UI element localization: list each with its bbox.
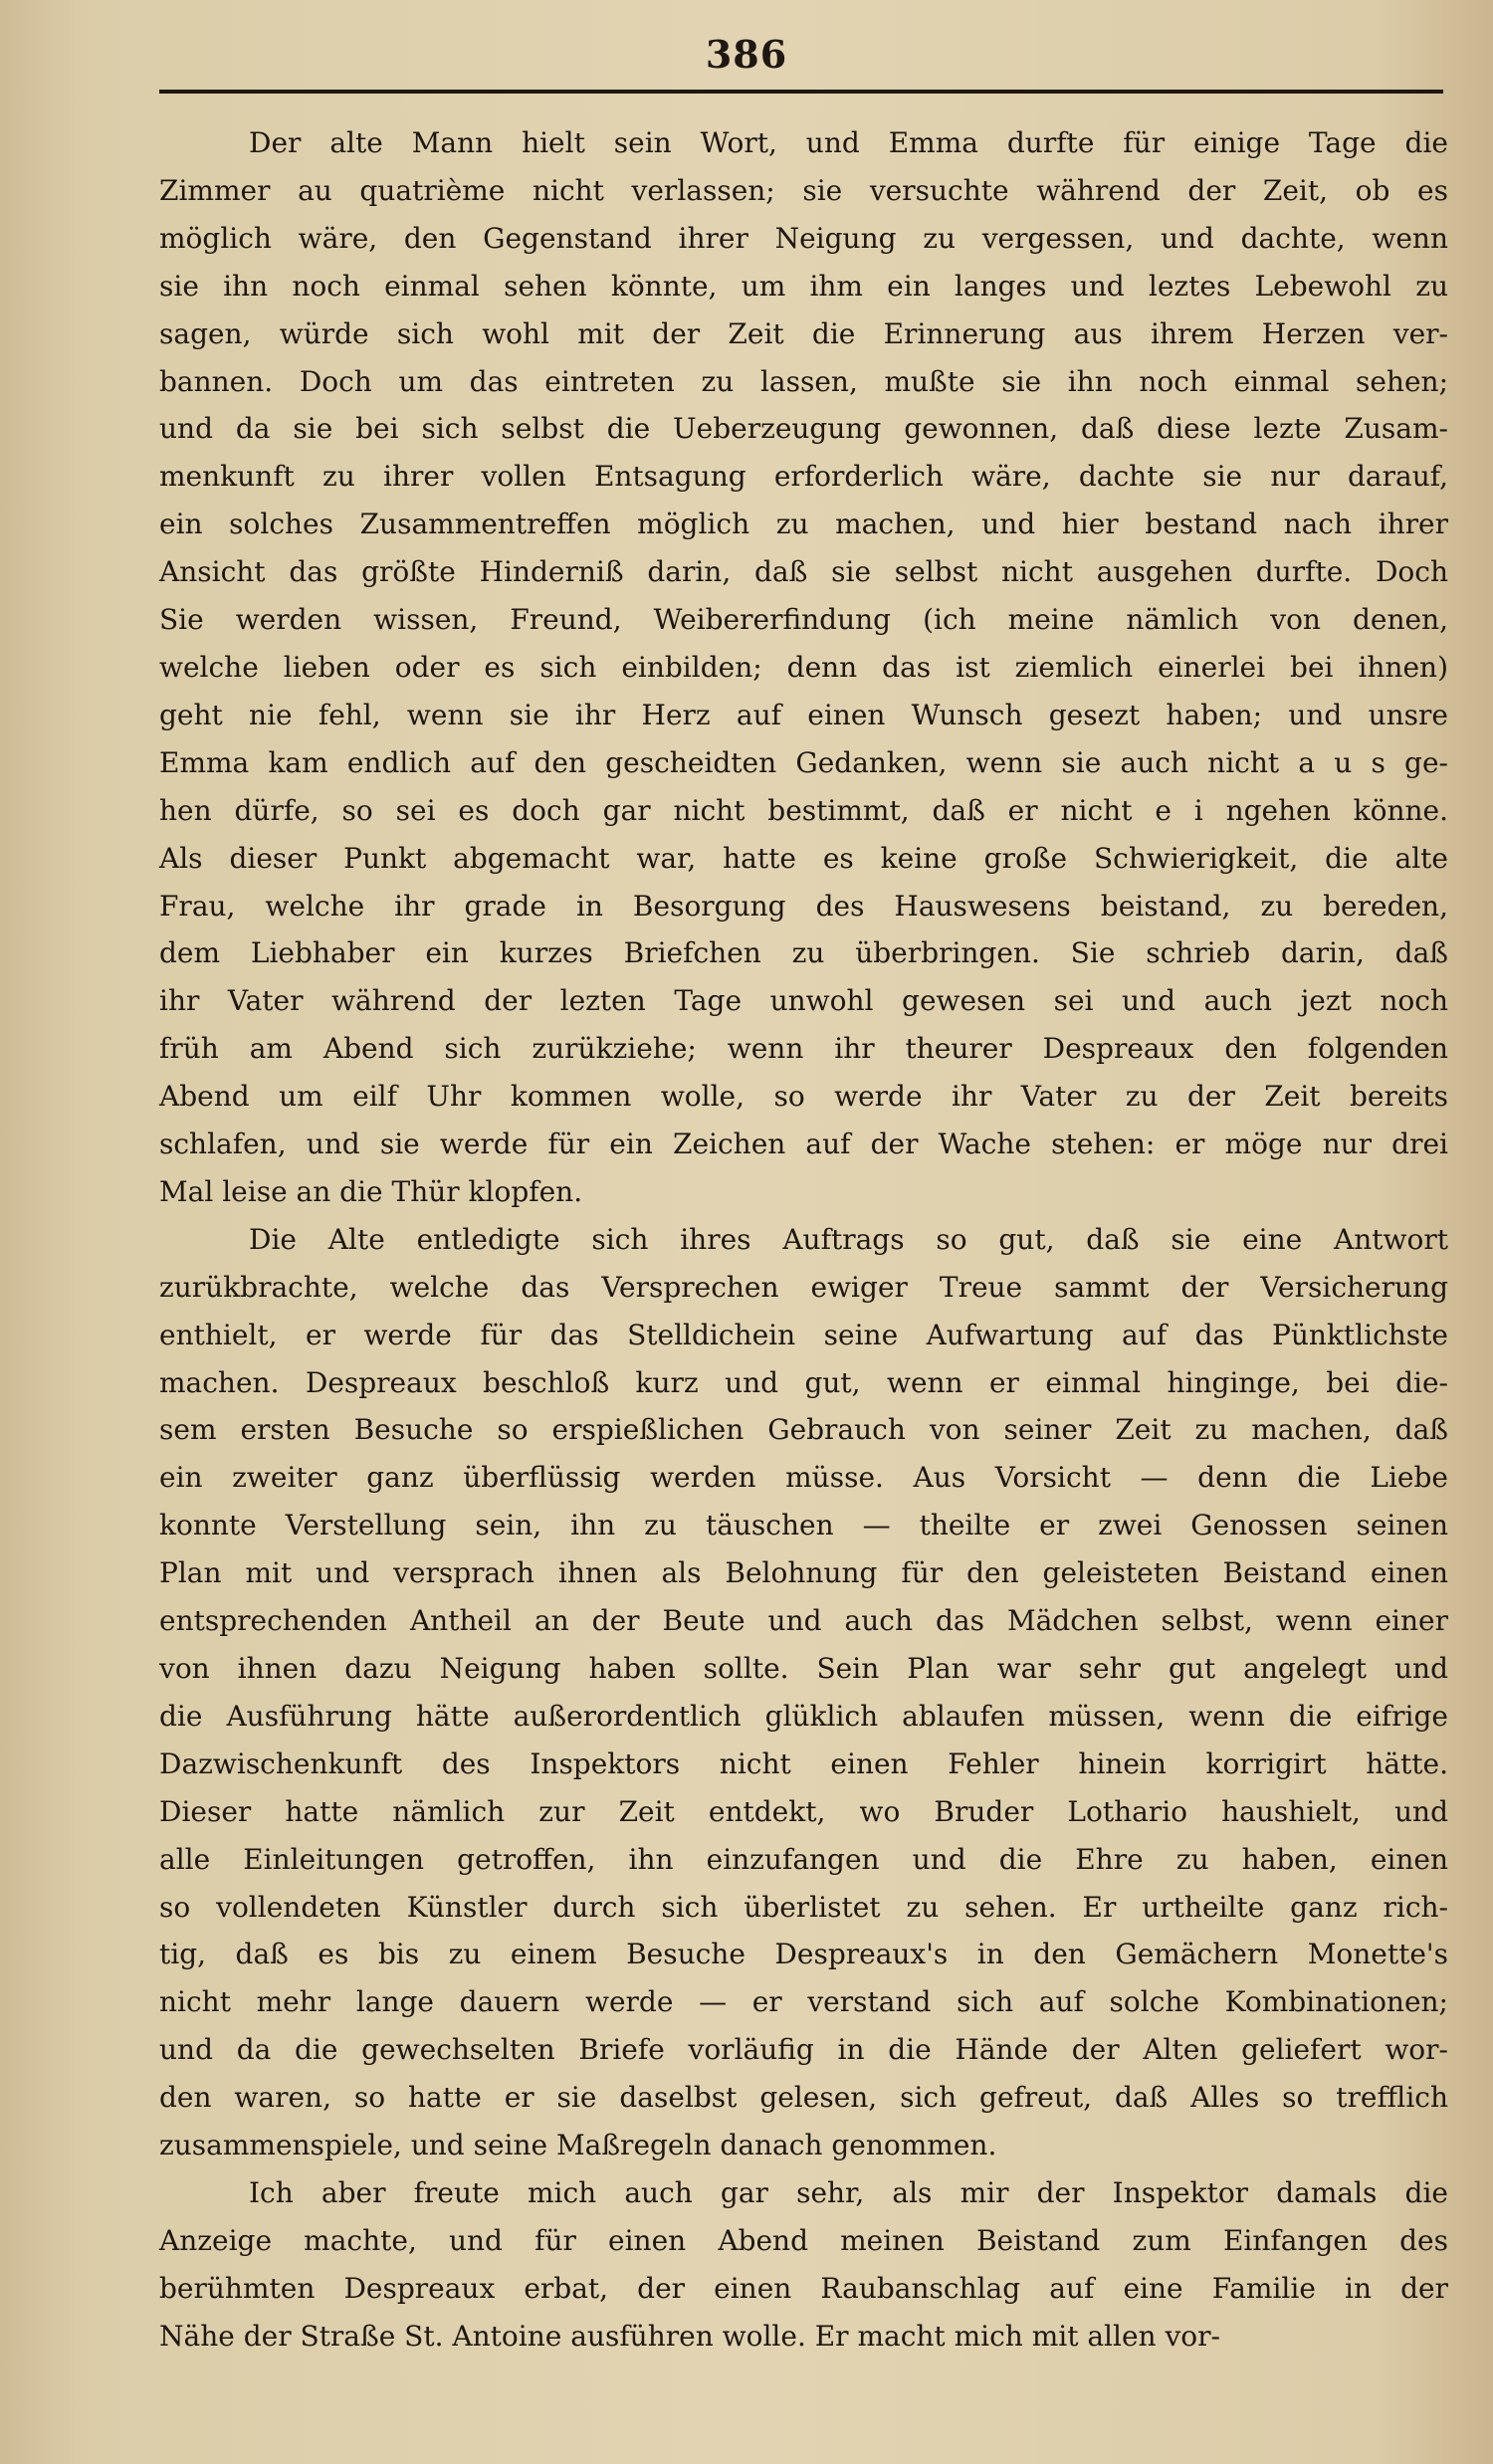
text-line: Nähe der Straße St. Antoine ausführen wolle. Er macht mich mit allen vor- [159, 2319, 1220, 2353]
text-line: welche lieben oder es sich einbilden; denn das ist ziemlich einerlei bei ihnen) [159, 650, 1448, 684]
text-line: möglich wäre, den Gegenstand ihrer Neigung zu vergessen, und dachte, wenn [159, 221, 1448, 255]
text-line: Abend um eilf Uhr kommen wolle, so werde ihr Vater zu der Zeit bereits [159, 1080, 1448, 1114]
text-line: Emma kam endlich auf den gescheidten Gedanken, wenn sie auch nicht a u s ge- [159, 745, 1448, 779]
text-line: tig, daß es bis zu einem Besuche Despreaux's in den Gemächern Monette's [159, 1938, 1448, 1971]
text-line: die Ausführung hätte außerordentlich glüklich ablaufen müssen, wenn die eifrige [159, 1699, 1448, 1733]
text-line: zurükbrachte, welche das Versprechen ewiger Treue sammt der Versicherung [159, 1270, 1448, 1304]
text-line: so vollendeten Künstler durch sich überlistet zu sehen. Er urtheilte ganz rich- [159, 1890, 1448, 1924]
paragraph [159, 119, 1448, 1216]
text-line: sie ihn noch einmal sehen könnte, um ihm ein langes und leztes Lebewohl zu [159, 269, 1448, 303]
text-line: alle Einleitungen getroffen, ihn einzufangen und die Ehre zu haben, einen [159, 1842, 1448, 1876]
text-line: Frau, welche ihr grade in Besorgung des Hauswesens beistand, zu bereden, [159, 889, 1448, 923]
text-line: ein solches Zusammentreffen möglich zu machen, und hier bestand nach ihrer [159, 508, 1448, 541]
paragraph [159, 1216, 1448, 2169]
text-line: bannen. Doch um das eintreten zu lassen, mußte sie ihn noch einmal sehen; [159, 364, 1448, 398]
text-line: Als dieser Punkt abgemacht war, hatte es keine große Schwierigkeit, die alte [159, 841, 1448, 875]
text-line: nicht mehr lange dauern werde — er verstand sich auf solche Kombinationen; [159, 1985, 1448, 2019]
text-line: den waren, so hatte er sie daselbst gelesen, sich gefreut, daß Alles so trefflich [159, 2081, 1448, 2115]
text-line: und da die gewechselten Briefe vorläufig in die Hände der Alten geliefert wor- [159, 2033, 1448, 2067]
text-line: berühmten Despreaux erbat, der einen Raubanschlag auf eine Familie in der [159, 2271, 1448, 2305]
body-text [159, 119, 1448, 2361]
text-line: Zimmer au quatrième nicht verlassen; sie versuchte während der Zeit, ob es [159, 173, 1448, 207]
text-line: Plan mit und versprach ihnen als Belohnung für den geleisteten Beistand einen [159, 1556, 1448, 1590]
text-line: dem Liebhaber ein kurzes Briefchen zu überbringen. Sie schrieb darin, daß [159, 936, 1448, 970]
text-line: Der alte Mann hielt sein Wort, und Emma durfte für einige Tage die [249, 126, 1448, 159]
text-line: machen. Despreaux beschloß kurz und gut, wenn er einmal hinginge, bei die- [159, 1365, 1448, 1399]
text-line: sagen, würde sich wohl mit der Zeit die Erinnerung aus ihrem Herzen ver- [159, 316, 1448, 350]
header-rule [159, 90, 1443, 94]
text-line: konnte Verstellung sein, ihn zu täuschen — theilte er zwei Genossen seinen [159, 1509, 1448, 1542]
text-line: schlafen, und sie werde für ein Zeichen auf der Wache stehen: er möge nur drei [159, 1128, 1448, 1161]
text-line: Ich aber freute mich auch gar sehr, als mir der Inspektor damals die [249, 2175, 1448, 2209]
text-line: Die Alte entledigte sich ihres Auftrags so gut, daß sie eine Antwort [249, 1222, 1448, 1256]
text-line: sem ersten Besuche so erspießlichen Gebrauch von seiner Zeit zu machen, daß [159, 1413, 1448, 1447]
text-line: früh am Abend sich zurükziehe; wenn ihr theurer Despreaux den folgenden [159, 1032, 1448, 1066]
text-line: ein zweiter ganz überflüssig werden müsse. Aus Vorsicht — denn die Liebe [159, 1461, 1448, 1495]
page-number: 386 [705, 32, 788, 77]
text-line: Ansicht das größte Hinderniß darin, daß sie selbst nicht ausgehen durfte. Doch [159, 555, 1448, 589]
text-line: zusammenspiele, und seine Maßregeln danach genommen. [159, 2129, 997, 2162]
text-line: Dieser hatte nämlich zur Zeit entdekt, wo Bruder Lothario haushielt, und [159, 1794, 1448, 1828]
text-line: und da sie bei sich selbst die Ueberzeugung gewonnen, daß diese lezte Zusam- [159, 412, 1448, 446]
text-line: geht nie fehl, wenn sie ihr Herz auf einen Wunsch gesezt haben; und unsre [159, 698, 1448, 731]
text-line: entsprechenden Antheil an der Beute und auch das Mädchen selbst, wenn einer [159, 1604, 1448, 1638]
paragraph [159, 2169, 1448, 2361]
text-line: Anzeige machte, und für einen Abend meinen Beistand zum Einfangen des [159, 2223, 1448, 2257]
text-line: ihr Vater während der lezten Tage unwohl gewesen sei und auch jezt noch [159, 984, 1448, 1018]
text-line: Sie werden wissen, Freund, Weibererfindung (ich meine nämlich von denen, [159, 603, 1448, 637]
text-line: von ihnen dazu Neigung haben sollte. Sein Plan war sehr gut angelegt und [159, 1652, 1448, 1685]
text-line: enthielt, er werde für das Stelldichein seine Aufwartung auf das Pünktlichste [159, 1318, 1448, 1351]
text-line: menkunft zu ihrer vollen Entsagung erforderlich wäre, dachte sie nur darauf, [159, 460, 1448, 494]
text-line: Mal leise an die Thür klopfen. [159, 1174, 583, 1208]
text-line: hen dürfe, so sei es doch gar nicht bestimmt, daß er nicht e i ngehen könne. [159, 793, 1448, 827]
text-line: Dazwischenkunft des Inspektors nicht einen Fehler hinein korrigirt hätte. [159, 1746, 1448, 1780]
